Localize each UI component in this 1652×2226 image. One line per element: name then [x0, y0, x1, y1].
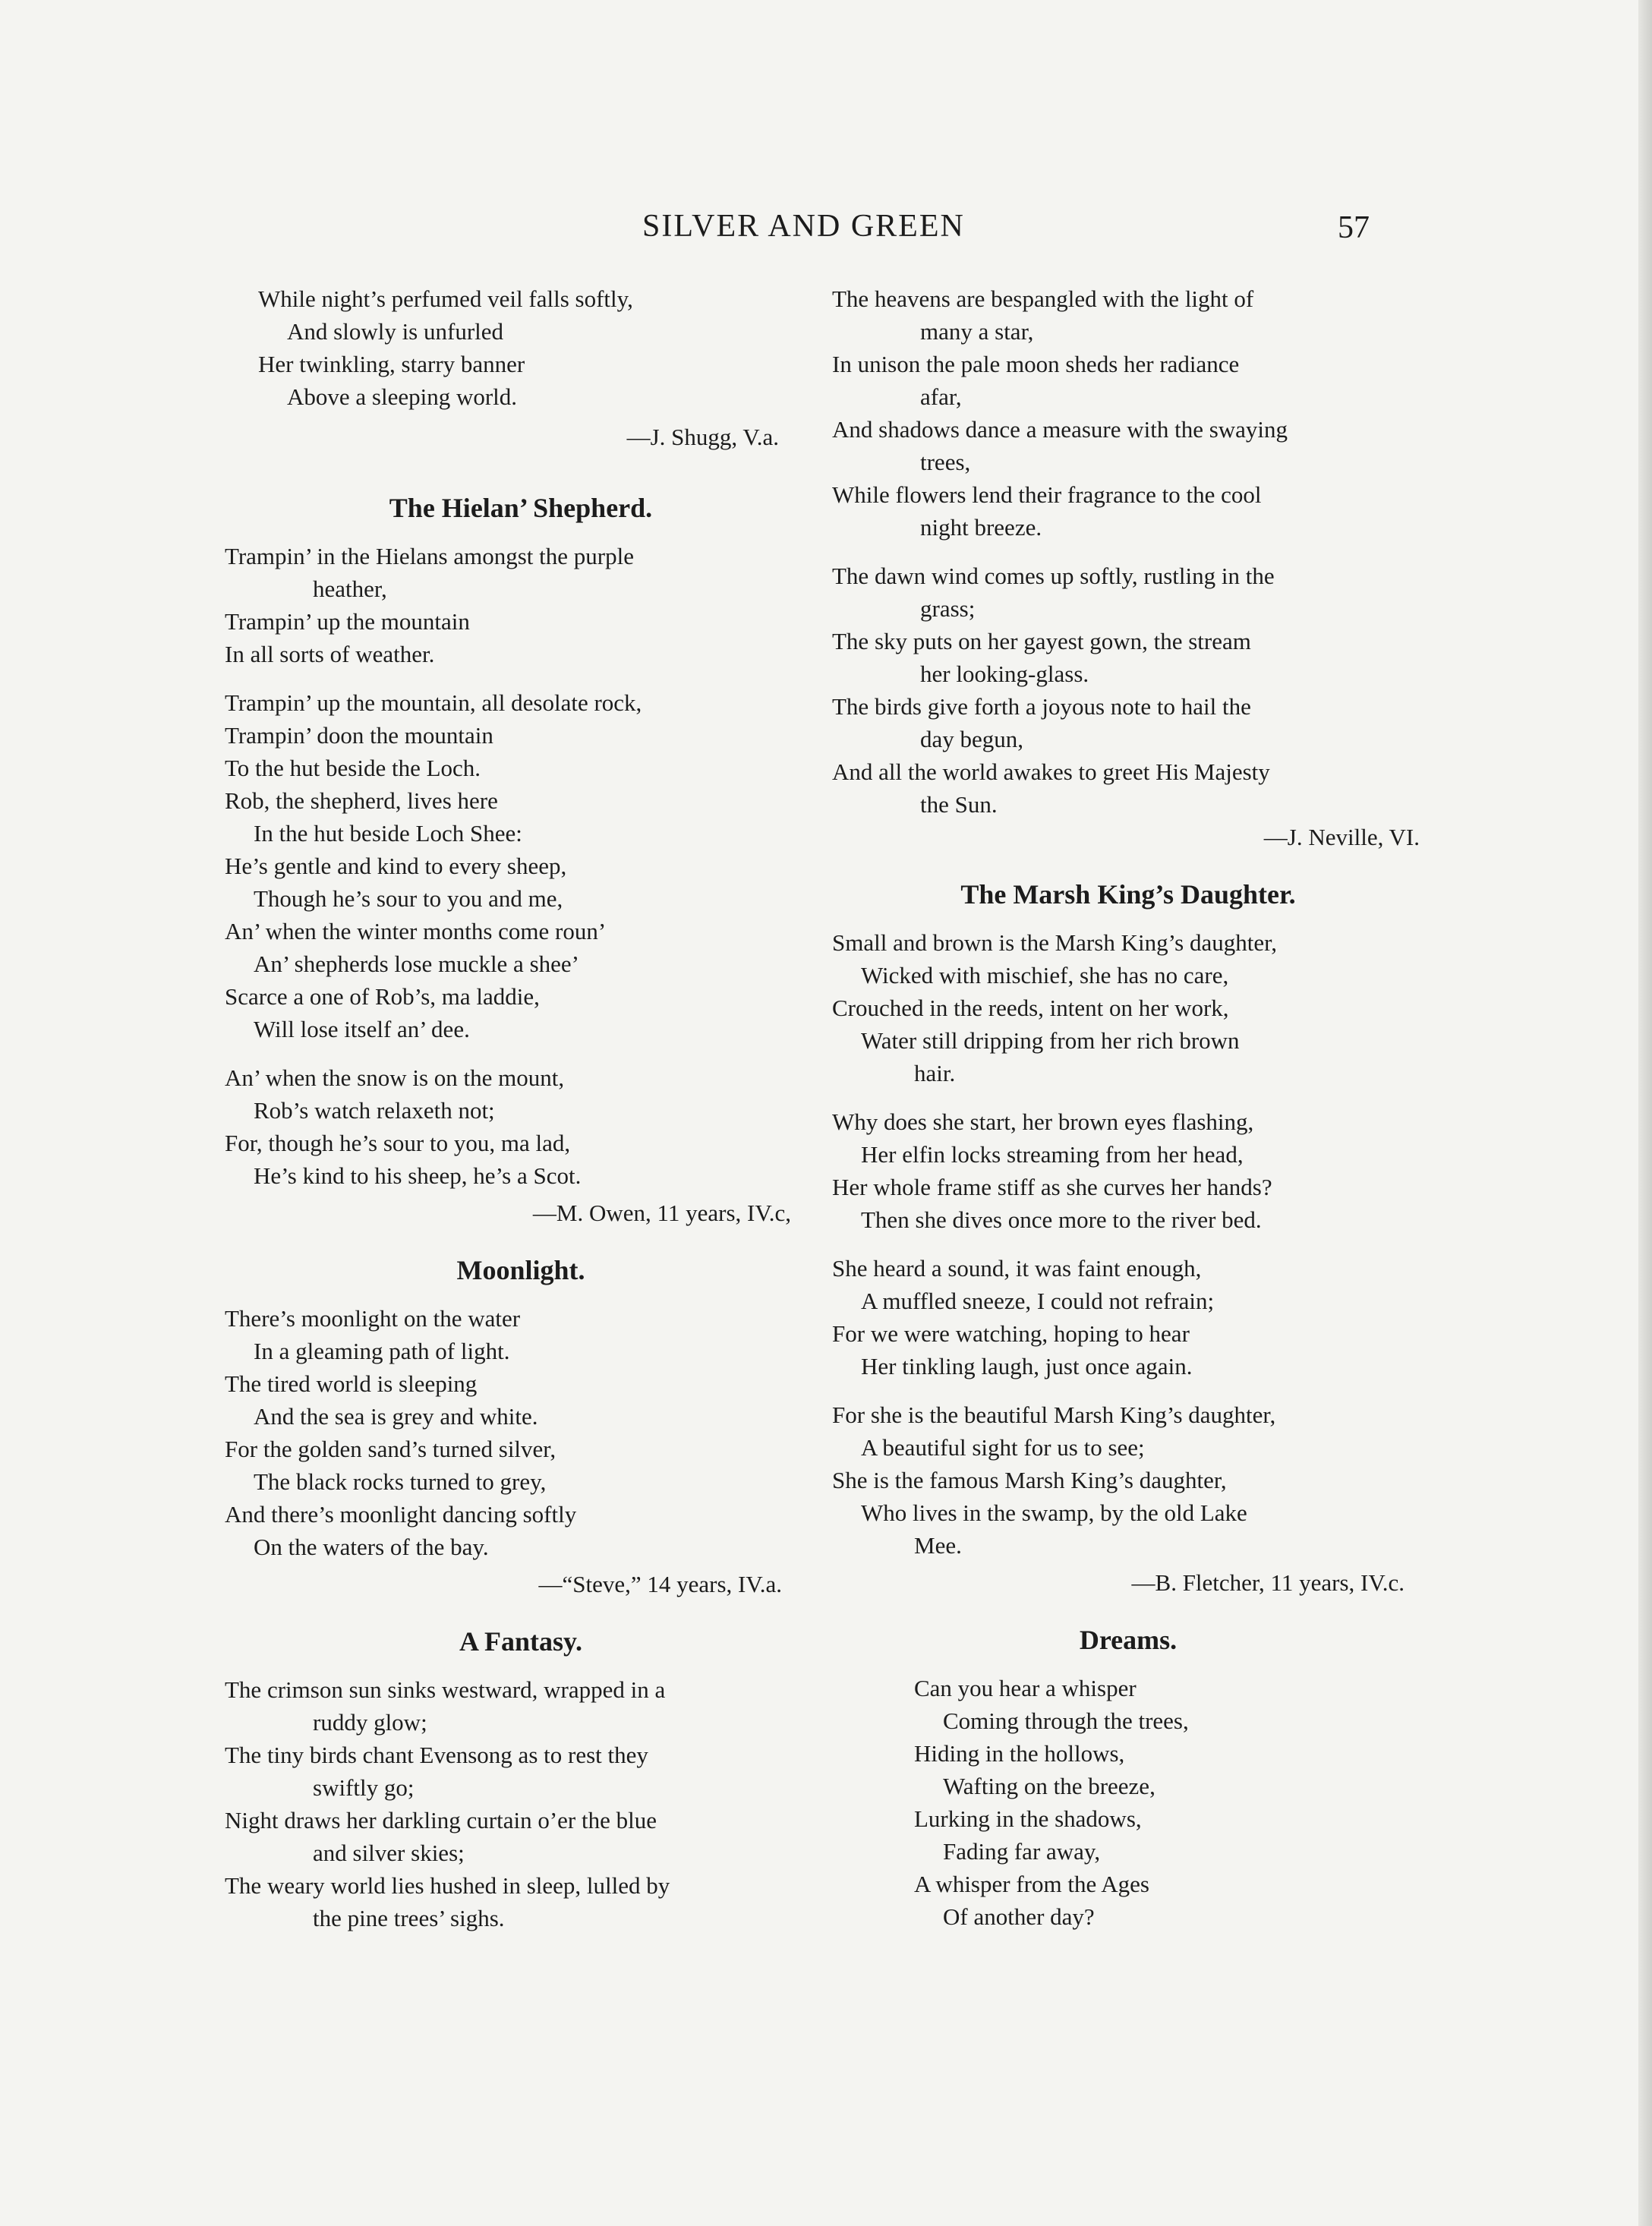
poem-title: A Fantasy. — [459, 1626, 583, 1657]
poem-line: many a star, — [920, 318, 1034, 345]
poem-line: The birds give forth a joyous note to hail the — [832, 693, 1251, 720]
poem-stanza — [225, 1302, 817, 1563]
poem-line: And slowly is unfurled — [287, 318, 504, 345]
poem-line: Rob, the shepherd, lives here — [225, 787, 498, 814]
poem-stanza — [832, 1398, 1424, 1562]
poem-line: Her twinkling, starry banner — [258, 351, 525, 377]
poem-title: Moonlight. — [456, 1255, 585, 1285]
poem-line: Small and brown is the Marsh King’s daughter, — [832, 929, 1277, 956]
right-column — [832, 282, 1424, 1949]
poem-line: A beautiful sight for us to see; — [861, 1434, 1145, 1461]
poem-line: Her whole frame stiff as she curves her hands? — [832, 1174, 1272, 1200]
page-number: 57 — [1338, 210, 1370, 245]
poem-line: The crimson sun sinks westward, wrapped in a — [225, 1676, 666, 1703]
poem-line: To the hut beside the Loch. — [225, 755, 481, 781]
poem-line: She is the famous Marsh King’s daughter, — [832, 1467, 1227, 1493]
poem-line: There’s moonlight on the water — [225, 1305, 521, 1332]
poem-line: Hiding in the hollows, — [914, 1740, 1125, 1767]
poem-line: And all the world awakes to greet His Majesty — [832, 758, 1270, 785]
poem-line: Mee. — [914, 1532, 962, 1559]
poem-line: The sky puts on her gayest gown, the stream — [832, 628, 1251, 654]
poem-line: heather, — [313, 575, 387, 602]
poem-line: He’s kind to his sheep, he’s a Scot. — [254, 1162, 582, 1189]
poem-line: Crouched in the reeds, intent on her work, — [832, 995, 1229, 1021]
poem-stanza — [832, 1105, 1424, 1236]
poem-line: In all sorts of weather. — [225, 641, 435, 667]
poem-stanza — [832, 926, 1424, 1089]
poem-line: Rob’s watch relaxeth not; — [254, 1097, 495, 1124]
poem-line: swiftly go; — [313, 1774, 415, 1801]
poem-line: For we were watching, hoping to hear — [832, 1320, 1190, 1347]
poem-line: The tiny birds chant Evensong as to rest they — [225, 1742, 648, 1768]
poem-line: The black rocks turned to grey, — [254, 1468, 547, 1495]
poem-line: Though he’s sour to you and me, — [254, 885, 563, 912]
poem-line: her looking-glass. — [920, 661, 1089, 687]
poem-line: Who lives in the swamp, by the old Lake — [861, 1499, 1247, 1526]
poem-line: A muffled sneeze, I could not refrain; — [861, 1288, 1215, 1314]
poem-line: She heard a sound, it was faint enough, — [832, 1255, 1202, 1282]
page-edge-shadow — [1638, 0, 1652, 2226]
poem-line: And shadows dance a measure with the swaying — [832, 416, 1288, 443]
poem-line: hair. — [914, 1060, 956, 1086]
poem-stanza — [832, 560, 1424, 821]
poem-author: —B. Fletcher, 11 years, IV.c. — [1131, 1569, 1405, 1596]
poem-stanza — [832, 1672, 1424, 1933]
poem-line: For, though he’s sour to you, ma lad, — [225, 1130, 571, 1156]
poem-line: afar, — [920, 383, 962, 410]
poem-line: the Sun. — [920, 791, 998, 818]
poem-line: Of another day? — [943, 1903, 1095, 1930]
poem-line: For the golden sand’s turned silver, — [225, 1436, 556, 1462]
poem-line: While night’s perfumed veil falls softly, — [258, 285, 633, 312]
poem-line: In the hut beside Loch Shee: — [254, 820, 522, 847]
poem-stanza — [832, 282, 1424, 544]
poem-author: —J. Shugg, V.a. — [626, 424, 779, 450]
poem-author: —J. Neville, VI. — [1263, 824, 1420, 850]
poem-line: day begun, — [920, 726, 1024, 752]
running-header: SILVER AND GREEN — [642, 209, 965, 244]
poem-line: Trampin’ up the mountain — [225, 608, 470, 635]
poem-line: ruddy glow; — [313, 1709, 427, 1736]
poem-line: Above a sleeping world. — [287, 383, 518, 410]
poem-line: Wicked with mischief, she has no care, — [861, 962, 1229, 988]
poem-line: And the sea is grey and white. — [254, 1403, 538, 1430]
poem-line: Her tinkling laugh, just once again. — [861, 1353, 1193, 1379]
poem-stanza — [225, 1673, 817, 1934]
poem-line: Trampin’ doon the mountain — [225, 722, 493, 749]
poem-line: Fading far away, — [943, 1838, 1101, 1865]
poem-line: While flowers lend their fragrance to the cool — [832, 481, 1262, 508]
poem-author: —M. Owen, 11 years, IV.c, — [532, 1200, 791, 1226]
poem-line: The weary world lies hushed in sleep, lulled by — [225, 1872, 670, 1899]
poem-line: Can you hear a whisper — [914, 1675, 1137, 1701]
poem-stanza — [225, 282, 817, 413]
poem-line: In unison the pale moon sheds her radiance — [832, 351, 1240, 377]
poem-line: Wafting on the breeze, — [943, 1773, 1155, 1799]
poem-line: The heavens are bespangled with the light of — [832, 285, 1254, 312]
poem-line: Then she dives once more to the river bed. — [861, 1206, 1262, 1233]
poem-line: A whisper from the Ages — [914, 1871, 1149, 1897]
poem-stanza — [225, 1061, 817, 1192]
poem-line: And there’s moonlight dancing softly — [225, 1501, 577, 1528]
poem-author: —“Steve,” 14 years, IV.a. — [538, 1571, 782, 1597]
poem-line: For she is the beautiful Marsh King’s daughter, — [832, 1401, 1276, 1428]
poem-stanza — [225, 686, 817, 1045]
poem-line: Water still dripping from her rich brown — [861, 1027, 1240, 1054]
poem-line: An’ when the winter months come roun’ — [225, 918, 607, 944]
poem-line: An’ shepherds lose muckle a shee’ — [254, 951, 579, 977]
poem-line: The tired world is sleeping — [225, 1370, 478, 1397]
poem-line: Night draws her darkling curtain o’er the blue — [225, 1807, 657, 1833]
poem-line: Her elfin locks streaming from her head, — [861, 1141, 1244, 1168]
left-column — [225, 282, 817, 1950]
poem-line: Coming through the trees, — [943, 1707, 1189, 1734]
poem-line: On the waters of the bay. — [254, 1534, 489, 1560]
poem-line: In a gleaming path of light. — [254, 1338, 510, 1364]
poem-title: The Marsh King’s Daughter. — [960, 879, 1296, 910]
poem-line: Trampin’ in the Hielans amongst the purple — [225, 543, 634, 569]
poem-title: Dreams. — [1079, 1625, 1178, 1655]
poem-line: Scarce a one of Rob’s, ma laddie, — [225, 983, 540, 1010]
poem-line: He’s gentle and kind to every sheep, — [225, 853, 567, 879]
poem-line: the pine trees’ sighs. — [313, 1905, 505, 1931]
poem-line: The dawn wind comes up softly, rustling in the — [832, 563, 1275, 589]
poem-line: Lurking in the shadows, — [914, 1805, 1142, 1832]
poem-line: grass; — [920, 595, 976, 622]
poem-line: night breeze. — [920, 514, 1042, 541]
poem-title: The Hielan’ Shepherd. — [389, 493, 653, 523]
poem-stanza — [832, 1252, 1424, 1383]
poem-line: An’ when the snow is on the mount, — [225, 1064, 565, 1091]
poem-line: trees, — [920, 449, 971, 475]
poem-stanza — [225, 540, 817, 670]
poem-line: Trampin’ up the mountain, all desolate rock, — [225, 689, 642, 716]
poem-line: and silver skies; — [313, 1840, 465, 1866]
poem-line: Why does she start, her brown eyes flashing, — [832, 1108, 1254, 1135]
poem-line: Will lose itself an’ dee. — [254, 1016, 470, 1042]
